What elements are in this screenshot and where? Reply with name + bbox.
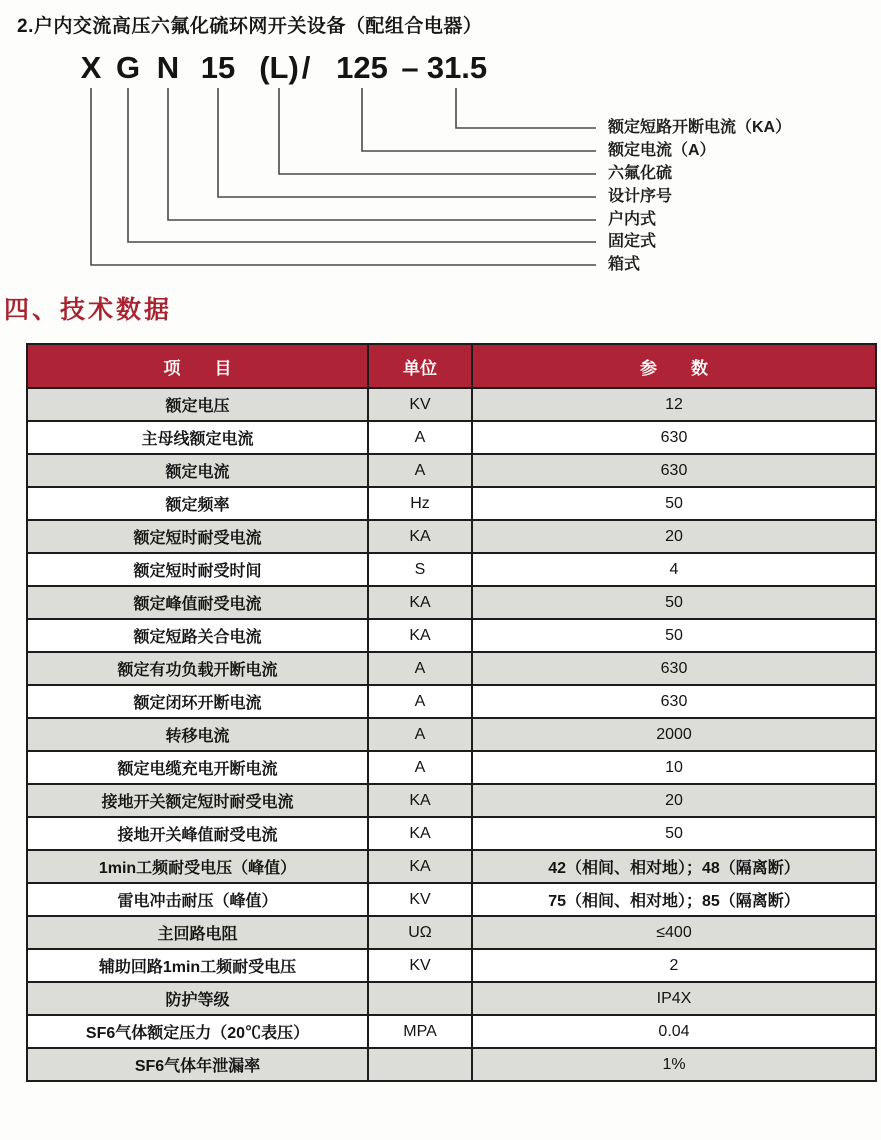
connector-line — [168, 88, 596, 220]
param-cell: 50 — [472, 619, 876, 652]
model-code-token: 15 — [200, 50, 236, 85]
unit-cell: UΩ — [368, 916, 472, 949]
unit-cell: A — [368, 652, 472, 685]
connector-line — [362, 88, 596, 151]
table-row — [27, 685, 876, 718]
table-row — [27, 553, 876, 586]
unit-cell: KA — [368, 817, 472, 850]
item-cell: 额定短时耐受时间 — [27, 553, 368, 586]
unit-cell — [368, 982, 472, 1015]
table-row — [27, 1015, 876, 1048]
table-row — [27, 784, 876, 817]
item-cell: 额定电缆充电开断电流 — [27, 751, 368, 784]
table-row — [27, 982, 876, 1015]
table-header — [27, 344, 876, 388]
item-cell: 接地开关额定短时耐受电流 — [27, 784, 368, 817]
table-row — [27, 1048, 876, 1081]
item-cell: 主回路电阻 — [27, 916, 368, 949]
item-cell: 额定频率 — [27, 487, 368, 520]
table-row — [27, 388, 876, 421]
document-title: 2.户内交流高压六氟化硫环网开关设备（配组合电器） — [17, 16, 483, 37]
unit-cell: KV — [368, 949, 472, 982]
item-cell: 额定峰值耐受电流 — [27, 586, 368, 619]
unit-cell: MPA — [368, 1015, 472, 1048]
section-title-technical-data: 四、技术数据 — [4, 296, 173, 324]
param-cell: 1% — [472, 1048, 876, 1081]
unit-cell: A — [368, 421, 472, 454]
item-cell: 额定闭环开断电流 — [27, 685, 368, 718]
item-cell: 雷电冲击耐压（峰值） — [27, 883, 368, 916]
table-row — [27, 850, 876, 883]
item-cell: 主母线额定电流 — [27, 421, 368, 454]
model-code-label: 固定式 — [608, 233, 657, 250]
table-body — [27, 388, 876, 1081]
item-header-cell: 项 目 — [27, 344, 368, 388]
item-cell: 额定电压 — [27, 388, 368, 421]
table-row — [27, 586, 876, 619]
param-cell: 50 — [472, 487, 876, 520]
unit-cell: KA — [368, 586, 472, 619]
model-code-token: X — [80, 50, 102, 85]
connector-line — [456, 88, 596, 128]
model-code-label: 六氟化硫 — [608, 165, 673, 182]
model-code-token: (L) — [259, 50, 299, 85]
unit-cell: A — [368, 454, 472, 487]
item-cell: 额定有功负载开断电流 — [27, 652, 368, 685]
table-row — [27, 883, 876, 916]
param-cell: 630 — [472, 652, 876, 685]
unit-cell: Hz — [368, 487, 472, 520]
table-row — [27, 619, 876, 652]
item-cell: 额定短时耐受电流 — [27, 520, 368, 553]
model-code-token: 31.5 — [426, 50, 488, 85]
param-cell: 630 — [472, 421, 876, 454]
model-code-token: G — [115, 50, 141, 85]
model-code-token: N — [156, 50, 180, 85]
item-cell: 1min工频耐受电压（峰值） — [27, 850, 368, 883]
model-code-label: 额定电流（A） — [608, 142, 716, 159]
unit-cell: A — [368, 751, 472, 784]
table-row — [27, 652, 876, 685]
unit-cell — [368, 1048, 472, 1081]
model-code-label: 箱式 — [608, 256, 641, 273]
item-cell: 防护等级 — [27, 982, 368, 1015]
item-cell: 额定电流 — [27, 454, 368, 487]
model-code-token: / — [301, 50, 311, 85]
param-cell: 50 — [472, 586, 876, 619]
model-code-label: 额定短路开断电流（KA） — [608, 119, 792, 136]
unit-header-cell: 单位 — [368, 344, 472, 388]
model-code-connector-lines — [0, 0, 881, 290]
param-cell: 20 — [472, 784, 876, 817]
table-row — [27, 718, 876, 751]
unit-cell: KA — [368, 784, 472, 817]
param-cell: 2000 — [472, 718, 876, 751]
param-cell: ≤400 — [472, 916, 876, 949]
table-row — [27, 817, 876, 850]
table-row — [27, 751, 876, 784]
unit-cell: KA — [368, 619, 472, 652]
model-designation-diagram — [0, 0, 881, 290]
table-row — [27, 421, 876, 454]
param-cell: 75（相间、相对地）；85（隔离断） — [472, 883, 876, 916]
model-code-token: 125 — [336, 50, 388, 85]
connector-line — [218, 88, 596, 197]
unit-cell: KV — [368, 388, 472, 421]
param-cell: 630 — [472, 685, 876, 718]
model-code-token: – — [401, 50, 419, 85]
item-cell: 接地开关峰值耐受电流 — [27, 817, 368, 850]
technical-data-table — [26, 343, 877, 1082]
param-cell: 630 — [472, 454, 876, 487]
param-header-cell: 参 数 — [472, 344, 876, 388]
param-cell: 12 — [472, 388, 876, 421]
param-cell: 4 — [472, 553, 876, 586]
table-row — [27, 454, 876, 487]
item-cell: SF6气体额定压力（20℃表压） — [27, 1015, 368, 1048]
param-cell: 10 — [472, 751, 876, 784]
unit-cell: A — [368, 718, 472, 751]
unit-cell: S — [368, 553, 472, 586]
table-header-row — [27, 344, 876, 388]
item-cell: 额定短路关合电流 — [27, 619, 368, 652]
param-cell: 0.04 — [472, 1015, 876, 1048]
table-row — [27, 487, 876, 520]
connector-line — [279, 88, 596, 174]
unit-cell: A — [368, 685, 472, 718]
model-code-label: 户内式 — [608, 211, 657, 228]
unit-cell: KV — [368, 883, 472, 916]
item-cell: 辅助回路1min工频耐受电压 — [27, 949, 368, 982]
table-row — [27, 949, 876, 982]
param-cell: 42（相间、相对地）；48（隔离断） — [472, 850, 876, 883]
param-cell: 20 — [472, 520, 876, 553]
unit-cell: KA — [368, 520, 472, 553]
param-cell: IP4X — [472, 982, 876, 1015]
item-cell: SF6气体年泄漏率 — [27, 1048, 368, 1081]
param-cell: 2 — [472, 949, 876, 982]
param-cell: 50 — [472, 817, 876, 850]
unit-cell: KA — [368, 850, 472, 883]
model-code-label: 设计序号 — [608, 188, 673, 205]
table-row — [27, 916, 876, 949]
table-row — [27, 520, 876, 553]
connector-line — [91, 88, 596, 265]
item-cell: 转移电流 — [27, 718, 368, 751]
